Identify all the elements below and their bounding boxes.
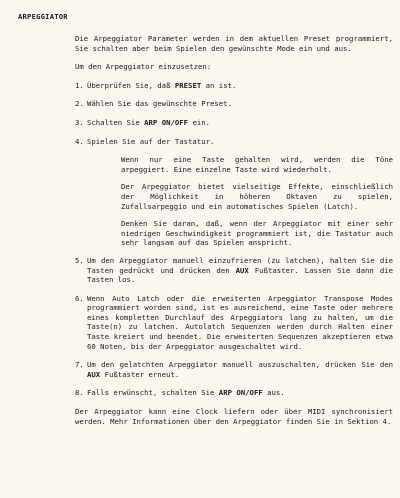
arp-on-off-button-name: ARP ON/OFF xyxy=(218,388,263,398)
note-paragraph: Wenn nur eine Taste gehalten wird, werden die Töne arpeggiert. Eine einzelne Taste wird wiederholt. xyxy=(121,155,393,174)
step-4: 4. Spielen Sie auf der Tastatur. xyxy=(75,136,215,146)
aux-button-name: AUX xyxy=(87,369,101,379)
preset-button-name: PRESET xyxy=(174,80,202,90)
step-number: 3. xyxy=(75,117,84,127)
step-number: 1. xyxy=(75,80,84,90)
step-7: 7. Um den gelatchten Arpeggiator manuell auszuschalten, drücken Sie den AUX Fußtaster erneut. xyxy=(75,360,393,379)
step-number: 8. xyxy=(75,388,84,398)
note-paragraph: Der Arpeggiator bietet vielseitige Effekte, einschließlich der Möglichkeit in höheren Oktaven zu spielen, Zufallsarpeggio und ein automatisches Spielen (Latch). xyxy=(121,182,393,211)
closing-paragraph: Der Arpeggiator kann eine Clock liefern oder über MIDI synchronisiert werden. Mehr Informationen über den Arpeggiator finden Sie in Sektion 4. xyxy=(75,407,393,426)
step-8: 8. Falls erwünscht, schalten Sie ARP ON/OFF aus. xyxy=(75,388,285,398)
step-3: 3. Schalten Sie ARP ON/OFF ein. xyxy=(75,117,211,127)
step-6: 6. Wenn Auto Latch oder die erweiterten Arpeggiator Transpose Modes programmiert worden sind, ist es ausreichend, eine Taste oder mehrere eines kompletten Durchlauf des Arpeggiators lang zu halten, um die Taste(n) zu latchen. Autolatch Sequenzen werden durch Halten einer Taste kreiert und beendet. Die erweiterten Sequenzen akzeptieren etwa 60 Noten, bis der Arpeggiator ausgeschaltet wird. xyxy=(75,293,393,351)
step-number: 6. xyxy=(75,293,84,303)
step-number: 2. xyxy=(75,99,84,109)
note-paragraph: Denken Sie daran, daß, wenn der Arpeggiator mit einer sehr niedrigen Geschwindigkeit programmiert ist, die Tastatur auch sehr langsam auf das Spielen anspricht. xyxy=(121,219,393,248)
arp-on-off-button-name: ARP ON/OFF xyxy=(144,117,189,127)
step-number: 4. xyxy=(75,136,84,146)
section-heading: ARPEGGIATOR xyxy=(18,12,68,21)
step-number: 5. xyxy=(75,255,84,265)
step-2: 2. Wählen Sie das gewünschte Preset. xyxy=(75,99,232,109)
section-body xyxy=(75,34,393,435)
step-number: 7. xyxy=(75,360,84,370)
step-5: 5. Um den Arpeggiator manuell einzufrieren (zu latchen), halten Sie die Tasten gedrückt und drücken den AUX Fußtaster. Lassen Sie dann die Tasten los. xyxy=(75,255,393,285)
aux-button-name: AUX xyxy=(235,265,249,275)
step-1: 1. Überprüfen Sie, daß PRESET an ist. xyxy=(75,80,237,90)
intro-paragraph: Die Arpeggiator Parameter werden in dem aktuellen Preset programmiert, Sie schalten aber beim Spielen den gewünschte Mode ein und aus. xyxy=(75,34,393,53)
setup-lead: Um den Arpeggiator einzusetzen: xyxy=(75,62,212,72)
